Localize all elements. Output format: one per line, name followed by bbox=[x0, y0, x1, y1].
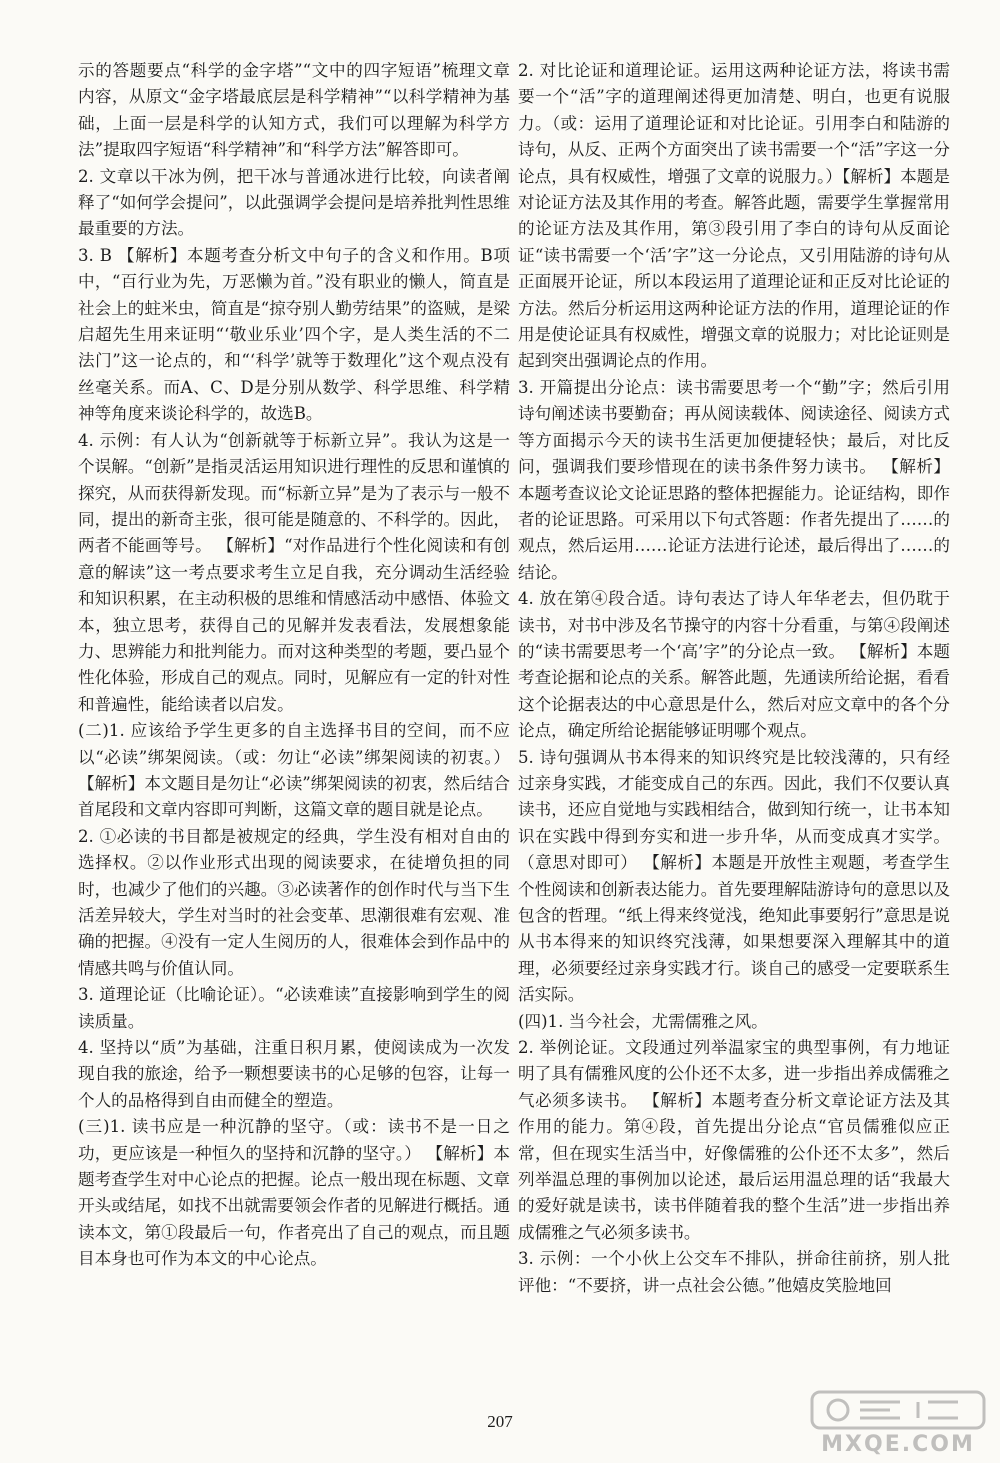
answer-paragraph: 4. 坚持以“质”为基础，注重日积月累，使阅读成为一次发现自我的旅途，给予一颗想要读书的心足够的包容，让每一个人的品格得到自由而健全的塑造。 bbox=[78, 1038, 510, 1110]
page-number: 207 bbox=[487, 1412, 513, 1431]
answer-paragraph: 示的答题要点“科学的金字塔”“文中的四字短语”梳理文章内容，从原文“金字塔最底层是科学精神”“以科学精神为基础，上面一层是科学的认知方式，我们可以理解为科学方法”提取四字短语“科学精神”和“科学方法”解答即可。 bbox=[78, 61, 510, 160]
answer-paragraph: 2. 举例论证。文段通过列举温家宝的典型事例，有力地证明了具有儒雅风度的公仆还不太多，进一步指出养成儒雅之气必须多读书。 【解析】本题考查分析文章论证方法及其作用的能力。第④段，首先提出分论点“官员儒雅似应正常，但在现实生活当中，好像儒雅的公仆还不太多”，然后列举温总理的事例加以论述，最后运用温总理的话“我最大的爱好就是读书，读书伴随着我的整个生活”进一步指出养成儒雅之气必须多读书。 bbox=[518, 1038, 950, 1242]
answer-paragraph: 2. 文章以干冰为例，把干冰与普通冰进行比较，向读者阐释了“如何学会提问”，以此强调学会提问是培养批判性思维最重要的方法。 bbox=[78, 166, 510, 239]
answer-paragraph: 3. 道理论证（比喻论证）。“必读难读”直接影响到学生的阅读质量。 bbox=[78, 985, 510, 1031]
answer-paragraph: 2. 对比论证和道理论证。运用这两种论证方法，将读书需要一个“活”字的道理阐述得更加清楚、明白，也更有说服力。（或：运用了道理论证和对比论证。引用李白和陆游的诗句，从反、正两个方面突出了读书需要一个“活”字这一分论点，具有权威性，增强了文章的说服力。）【解析】本题是对论证方法及其作用的考查。解答此题，需要学生掌握常用的论证方法及其作用，第③段引用了李白的诗句从反面论证“读书需要一个‘活’字”这一分论点，又引用陆游的诗句从正面展开论证，所以本段运用了道理论证和正反对比论证的方法。然后分析运用这两种论证方法的作用，道理论证的作用是使论证具有权威性，增强文章的说服力；对比论证则是起到突出强调论点的作用。 bbox=[518, 61, 950, 371]
answer-paragraph: (三)1. 读书应是一种沉静的坚守。（或：读书不是一日之功，更应该是一种恒久的坚持和沉静的坚守。） 【解析】本题考查学生对中心论点的把握。论点一般出现在标题、文章开头或结尾，如找不出就需要领会作者的见解进行概括。通读本文，第①段最后一句，作者亮出了自己的观点，而且题目本身也可作为本文的中心论点。 bbox=[78, 1117, 510, 1269]
answer-paragraph: (二)1. 应该给予学生更多的自主选择书目的空间，而不应以“必读”绑架阅读。（或：勿让“必读”绑架阅读的初衷。） 【解析】本文题目是勿让“必读”绑架阅读的初衷，然后结合首尾段和文章内容即可判断，这篇文章的题目就是论点。 bbox=[78, 721, 510, 820]
watermark-text: MXQE.COM bbox=[821, 1432, 975, 1457]
answer-paragraph: 3. 开篇提出分论点：读书需要思考一个“勤”字；然后引用诗句阐述读书要勤奋；再从阅读载体、阅读途径、阅读方式等方面揭示今天的读书生活更加便捷轻快；最后，对比反问，强调我们要珍惜现在的读书条件努力读书。 【解析】本题考查议论文论证思路的整体把握能力。论证结构，即作者的论证思路。可采用以下句式答题：作者先提出了……的观点，然后运用……论证方法进行论述，最后得出了……的结论。 bbox=[518, 377, 950, 582]
answer-paragraph: 4. 示例：有人认为“创新就等于标新立异”。我认为这是一个误解。“创新”是指灵活运用知识进行理性的反思和谨慎的探究，从而获得新发现。而“标新立异”是为了表示与一般不同，提出的新奇主张，很可能是随意的、不科学的。因此，两者不能画等号。 【解析】“对作品进行个性化阅读和有创意的解读”这一考点要求考生立足自我，充分调动生活经验和知识积累，在主动积极的思维和情感活动中感悟、体验文本，独立思考，获得自己的见解并发表看法，发展想象能力、思辨能力和批判能力。而对这种类型的考题，要凸显个性化体验，形成自己的观点。同时，见解应有一定的针对性和普遍性，能给读者以启发。 bbox=[78, 430, 510, 714]
watermark-emblem-icon bbox=[808, 1388, 988, 1432]
answer-paragraph: (四)1. 当今社会，尤需儒雅之风。 bbox=[518, 1011, 768, 1031]
answer-paragraph: 5. 诗句强调从书本得来的知识终究是比较浅薄的，只有经过亲身实践，才能变成自己的东西。因此，我们不仅要认真读书，还应自觉地与实践相结合，做到知行统一，让书本知识在实践中得到夯实和进一步升华，从而变成真才实学。（意思对即可） 【解析】本题是开放性主观题，考查学生个性阅读和创新表达能力。首先要理解陆游诗句的意思以及包含的哲理。“纸上得来终觉浅，绝知此事要躬行”意思是说从书本得来的知识终究浅薄，如果想要深入理解其中的道理，必须要经过亲身实践才行。谈自己的感受一定要联系生活实际。 bbox=[518, 747, 950, 1005]
answer-paragraph: 3. B 【解析】本题考查分析文中句子的含义和作用。B项中，“百行业为先，万恶懒为首。”没有职业的懒人，简直是社会上的蛀米虫，简直是“掠夺别人勤劳结果”的盗贼，是梁启超先生用来证明“‘敬业乐业’四个字，是人类生活的不二法门”这一论点的，和“‘科学’就等于数理化”这个观点没有丝毫关系。而A、C、D是分别从数学、科学思维、科学精神等角度来谈论科学的，故选B。 bbox=[78, 245, 510, 424]
right-column bbox=[518, 58, 950, 1299]
watermark-logo bbox=[808, 1388, 988, 1458]
left-column bbox=[78, 58, 510, 1273]
answer-paragraph: 2. ①必读的书目都是被规定的经典，学生没有相对自由的选择权。②以作业形式出现的阅读要求，在徒增负担的同时，也减少了他们的兴趣。③必读著作的创作时代与当下生活差异较大，学生对当时的社会变革、思潮很难有宏观、准确的把握。④没有一定人生阅历的人，很难体会到作品中的情感共鸣与价值认同。 bbox=[78, 826, 510, 978]
answer-paragraph: 4. 放在第④段合适。诗句表达了诗人年华老去，但仍耽于读书，对书中涉及名节操守的内容十分看重，与第④段阐述的“读书需要思考一个‘高’字”的分论点一致。 【解析】本题考查论据和论点的关系。解答此题，先通读所给论据，看看这个论据表达的中心意思是什么，然后对应文章中的各个分论点，确定所给论据能够证明哪个观点。 bbox=[518, 589, 950, 741]
answer-paragraph: 3. 示例：一个小伙上公交车不排队，拼命往前挤，别人批评他：“不要挤，讲一点社会公德。”他嬉皮笑脸地回 bbox=[518, 1249, 950, 1295]
